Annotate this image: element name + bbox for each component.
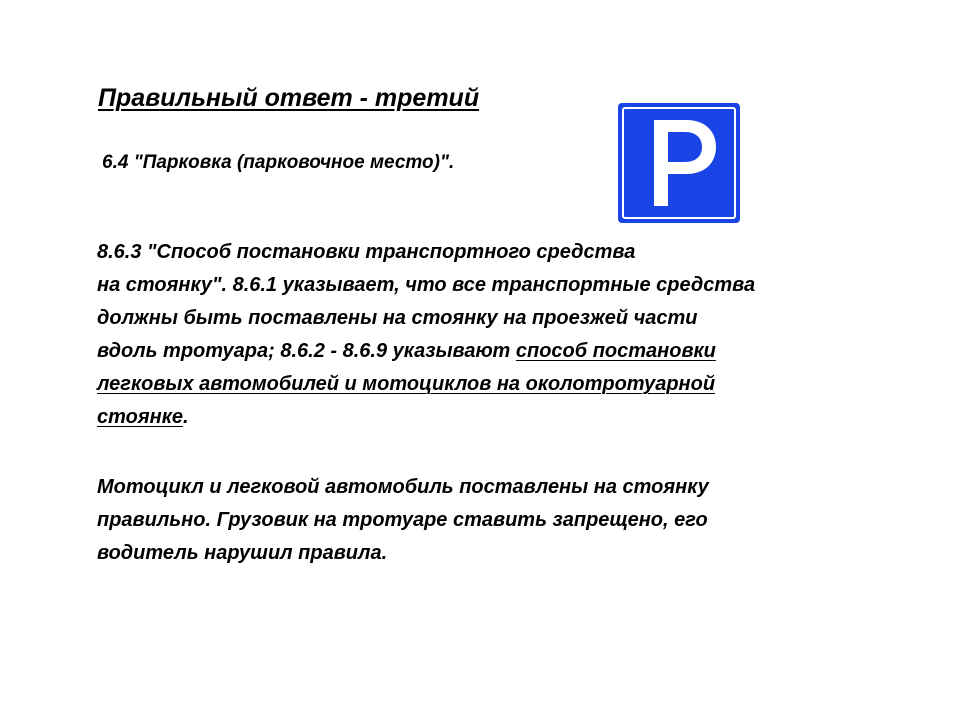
conclusion-line: правильно. Грузовик на тротуаре ставить запрещено, его <box>97 509 708 531</box>
underlined-phrase: стоянке <box>97 406 183 428</box>
conclusion <box>97 471 877 570</box>
conclusion-line: Мотоцикл и легковой автомобиль поставлены на стоянку <box>97 476 709 498</box>
conclusion-line: водитель нарушил правила. <box>97 542 388 564</box>
underlined-phrase: легковых автомобилей и мотоциклов на околотротуарной <box>97 373 716 395</box>
sign-caption: 6.4 "Парковка (парковочное место)". <box>102 152 455 173</box>
plate-description-text: вдоль тротуара; 8.6.2 - 8.6.9 указывают <box>97 340 516 362</box>
plate-description <box>97 236 877 434</box>
plate-description-line <box>97 401 877 434</box>
plate-description-text: . <box>182 406 189 428</box>
plate-description-line <box>97 335 877 368</box>
answer-heading: Правильный ответ - третий <box>98 84 480 112</box>
plate-description-line: 8.6.3 "Способ постановки транспортного средства <box>97 241 636 263</box>
plate-description-line: на стоянку". 8.6.1 указывает, что все транспортные средства <box>97 274 756 296</box>
plate-description-line: должны быть поставлены на стоянку на проезжей части <box>97 307 698 329</box>
parking-sign-icon <box>618 103 740 223</box>
plate-description-line <box>97 368 877 401</box>
underlined-phrase: способ постановки <box>515 340 716 362</box>
